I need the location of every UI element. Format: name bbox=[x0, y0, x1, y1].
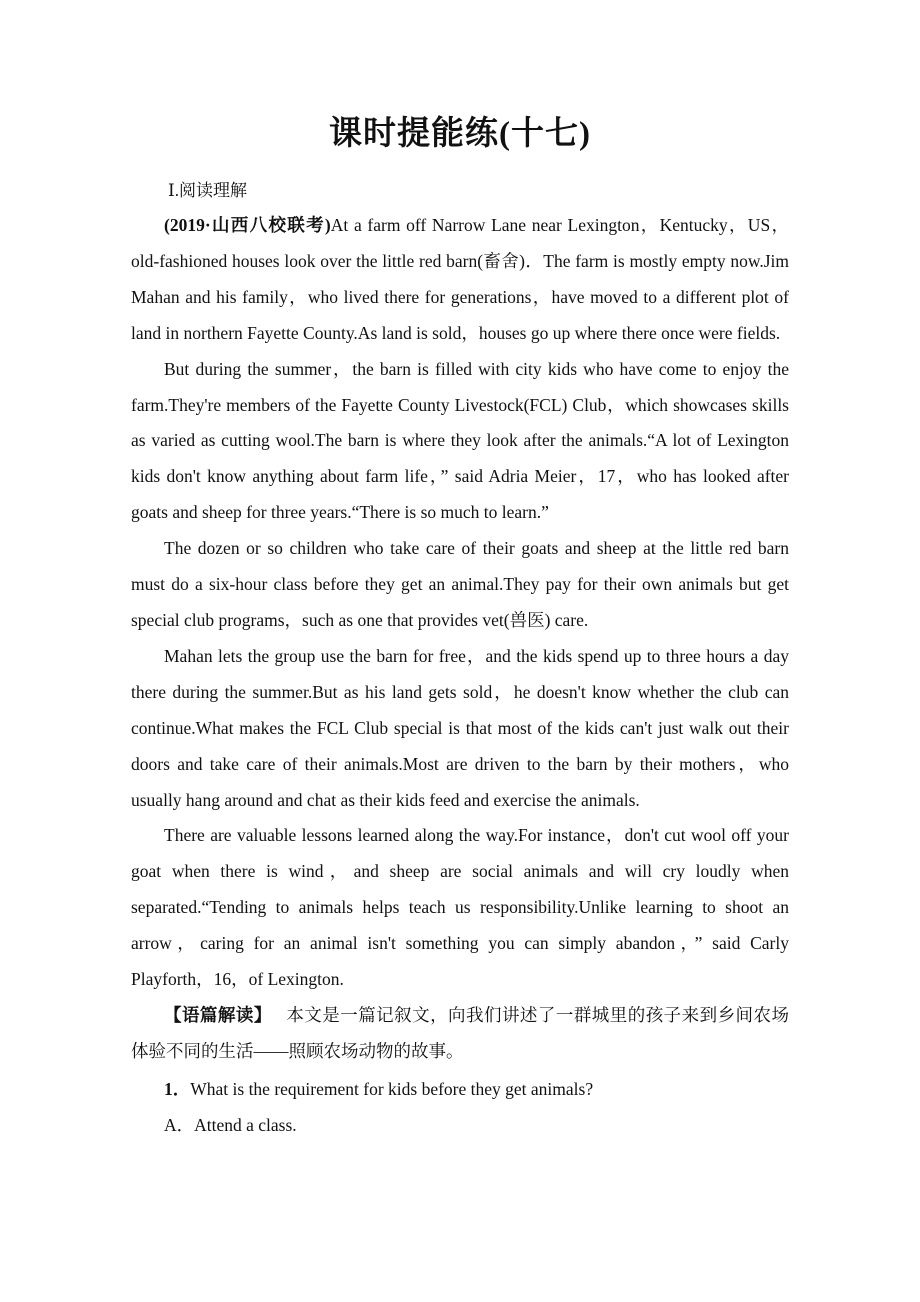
question-number: 1． bbox=[164, 1078, 191, 1099]
analysis-label: 【语篇解读】 bbox=[164, 1004, 272, 1025]
paragraph-text: At a farm off Narrow Lane near Lexington，Kentucky，US，old-fashioned houses look over the little red barn(畜舍)．The farm is mostly empty now.Jim Mahan and his family，who lived there for generations，have moved to a different plot of land in northern Fayette County.As land is sold，houses go up where there once were fields. bbox=[131, 215, 789, 343]
analysis-text: 本文是一篇记叙文，向我们讲述了一群城里的孩子来到乡间农场体验不同的生活——照顾农场动物的故事。 bbox=[131, 1004, 789, 1061]
passage-paragraph: There are valuable lessons learned along the way.For instance，don't cut wool off your goat when there is wind，and sheep are social animals and will cry loudly when separated.“Tending to animals helps teach us responsibility.Unlike learning to shoot an arrow，caring for an animal isn't something you can simply abandon，” said Carly Playforth，16，of Lexington. bbox=[131, 825, 789, 990]
reading-passage bbox=[131, 208, 789, 1144]
passage-paragraph: The dozen or so children who take care of their goats and sheep at the little red barn must do a six-hour class before they get an animal.They pay for their own animals but get special club programs，such as one that provides vet(兽医) care. bbox=[131, 538, 789, 630]
passage-paragraph bbox=[131, 208, 789, 352]
question-option-a bbox=[131, 1108, 789, 1144]
passage-source: (2019·山西八校联考) bbox=[164, 215, 331, 235]
page-title: 课时提能练(十七) bbox=[329, 116, 591, 152]
question-1 bbox=[131, 1072, 789, 1108]
option-text: Attend a class. bbox=[194, 1114, 297, 1135]
discourse-analysis bbox=[131, 998, 789, 1070]
option-letter: A． bbox=[164, 1114, 195, 1135]
passage-paragraph: But during the summer，the barn is filled with city kids who have come to enjoy the farm.They're members of the Fayette County Livestock(FCL) Club，which showcases skills as varied as cutting wool.The barn is where they look after the animals.“A lot of Lexington kids don't know anything about farm life，” said Adria Meier，17，who has looked after goats and sheep for three years.“There is so much to learn.” bbox=[131, 358, 789, 523]
passage-paragraph: Mahan lets the group use the barn for free，and the kids spend up to three hours a day there during the summer.But as his land gets sold，he doesn't know whether the club can continue.What makes the FCL Club special is that most of the kids can't just walk out their doors and take care of their animals.Most are driven to the barn by their mothers，who usually hang around and chat as their kids feed and exercise the animals. bbox=[131, 645, 789, 810]
section-heading: Ⅰ.阅读理解 bbox=[168, 181, 247, 200]
question-text: What is the requirement for kids before they get animals? bbox=[190, 1078, 594, 1099]
